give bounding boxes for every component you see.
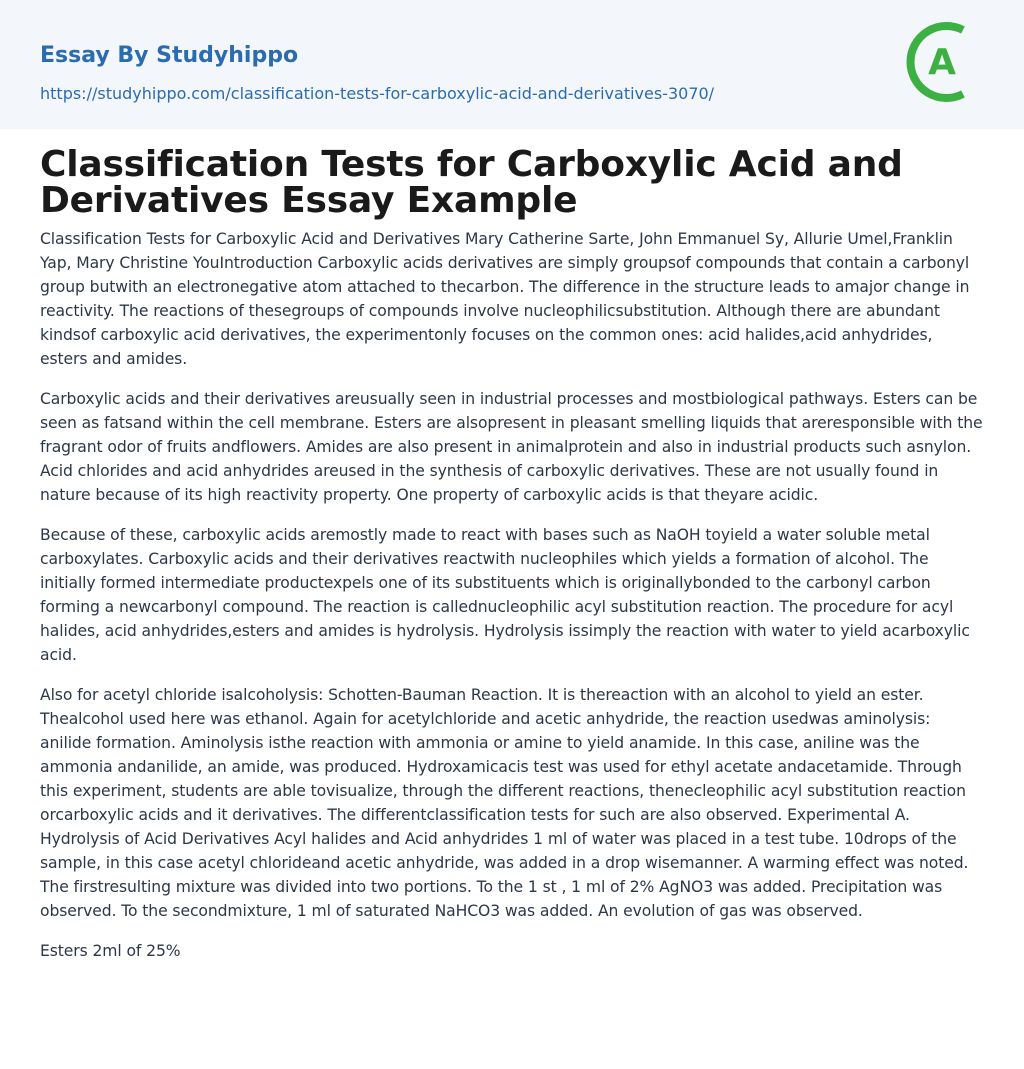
article: [0, 129, 1024, 963]
paragraph-esters: Esters 2ml of 25%: [40, 942, 181, 960]
paragraph-experimental: Also for acetyl chloride isalcoholysis: Schotten-Bauman Reaction. It is thereaction with an alcohol to yield an ester. Thealcohol used here was ethanol. Again for acetylchloride and acetic anhydride, the reaction usedwas aminolysis: anilide formation. Aminolysis isthe reaction with ammonia or amine to yield anamide. In this case, aniline was the ammonia andanilide, an amide, was produced. Hydroxamicacis test was used for ethyl acetate andacetamide. Through this experiment, students are able tovisualize, through the different reactions, thenecleophilic acyl substitution reaction orcarboxylic acids and it derivatives. The differentclassification tests for such are also observed. Experimental A. Hydrolysis of Acid Derivatives Acyl halides and Acid anhydrides 1 ml of water was placed in a test tube. 10drops of the sample, in this case acetyl chlorideand acetic anhydride, was added in a drop wisemanner. A warming effect was noted. The firstresulting mixture was divided into two portions. To the 1 st , 1 ml of 2% AgNO3 was added. Precipitation was observed. To the secondmixture, 1 ml of saturated NaHCO3 was added. An evolution of gas was observed.: [40, 686, 969, 920]
source-url-link[interactable]: https://studyhippo.com/classification-tests-for-carboxylic-acid-and-derivatives-3070/: [40, 84, 715, 103]
paragraph-introduction: Classification Tests for Carboxylic Acid and Derivatives Mary Catherine Sarte, John Emmanuel Sy, Allurie Umel,Franklin Yap, Mary Christine YouIntroduction Carboxylic acids derivatives are simply groupsof compounds that contain a carbonyl group butwith an electronegative atom attached to thecarbon. The difference in the structure leads to amajor change in reactivity. The reactions of thesegroups of compounds involve nucleophilicsubstitution. Although there are abundant kindsof carboxylic acid derivatives, the experimentonly focuses on the common ones: acid halides,acid anhydrides, esters and amides.: [40, 230, 970, 368]
site-header: [0, 0, 1024, 129]
studyhippo-logo-icon[interactable]: [900, 20, 984, 104]
page-title: Classification Tests for Carboxylic Acid and Derivatives Essay Example: [40, 144, 903, 221]
paragraph-occurrence: Carboxylic acids and their derivatives areusually seen in industrial processes and mostbiological pathways. Esters can be seen as fatsand within the cell membrane. Esters are alsopresent in pleasant smelling liquids that areresponsible with the fragrant odor of fruits andflowers. Amides are also present in animalprotein and also in industrial products such asnylon. Acid chlorides and acid anhydrides areused in the synthesis of carboxylic derivatives. These are not usually found in nature because of its high reactivity property. One property of carboxylic acids is that theyare acidic.: [40, 390, 983, 504]
paragraph-reactions: Because of these, carboxylic acids aremostly made to react with bases such as NaOH toyield a water soluble metal carboxylates. Carboxylic acids and their derivatives reactwith nucleophiles which yields a formation of alcohol. The initially formed intermediate productexpels one of its substituents which is originallybonded to the carbonyl carbon forming a newcarbonyl compound. The reaction is callednucleophilic acyl substitution reaction. The procedure for acyl halides, acid anhydrides,esters and amides is hydrolysis. Hydrolysis issimply the reaction with water to yield acarboxylic acid.: [40, 526, 970, 664]
site-title-link[interactable]: Essay By Studyhippo: [40, 43, 299, 68]
logo-letter: A: [928, 42, 956, 83]
